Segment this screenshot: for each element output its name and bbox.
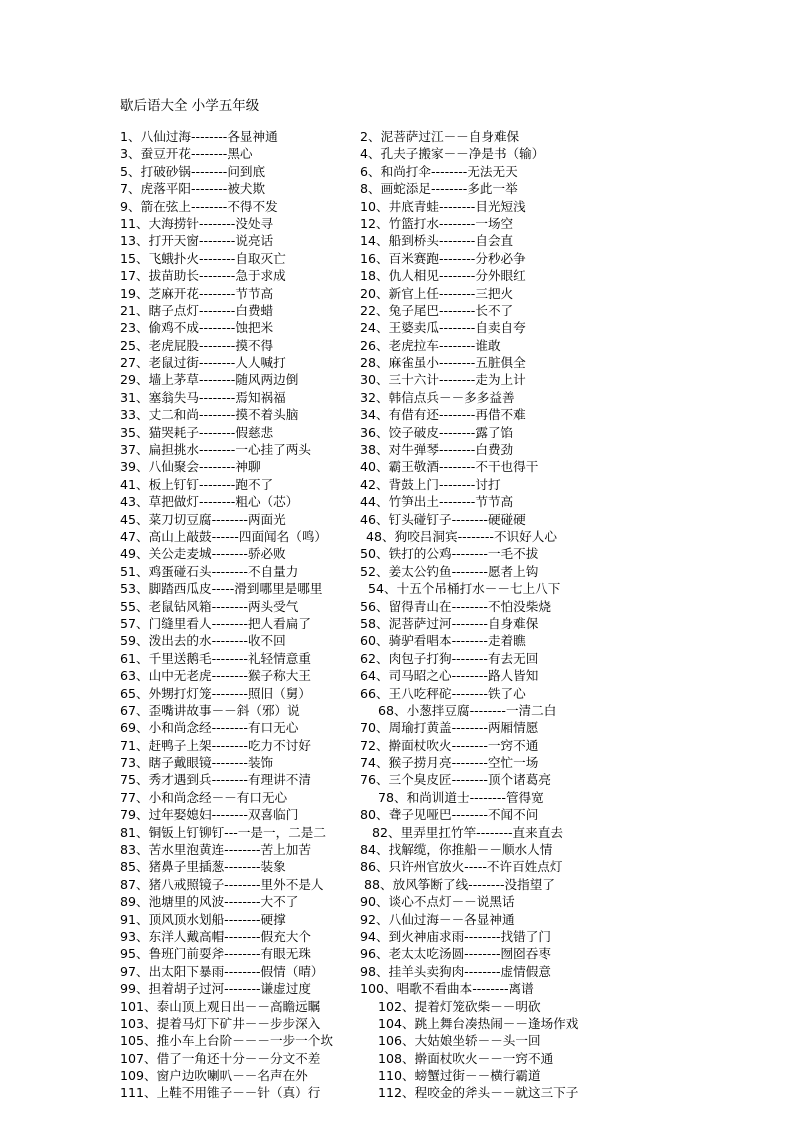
xiehouyu-entry: 37、扁担挑水--------一心挂了两头 xyxy=(120,442,311,458)
xiehouyu-entry: 43、草把做灯--------粗心（芯） xyxy=(120,494,299,510)
xiehouyu-entry: 64、司马昭之心--------路人皆知 xyxy=(360,668,539,684)
xiehouyu-entry: 106、大姑娘坐轿－－头一回 xyxy=(378,1033,541,1049)
xiehouyu-entry: 4、孔夫子搬家－－净是书（输） xyxy=(360,146,545,162)
xiehouyu-entry: 70、周瑜打黄盖--------两厢情愿 xyxy=(360,720,539,736)
xiehouyu-entry: 111、上鞋不用锥子－－针（真）行 xyxy=(120,1085,321,1101)
xiehouyu-entry: 50、铁打的公鸡--------一毛不拔 xyxy=(360,546,539,562)
xiehouyu-entry: 44、竹笋出土--------节节高 xyxy=(360,494,514,510)
xiehouyu-entry: 30、三十六计--------走为上计 xyxy=(360,372,526,388)
xiehouyu-entry: 34、有借有还--------再借不难 xyxy=(360,407,526,423)
xiehouyu-entry: 1、八仙过海--------各显神通 xyxy=(120,129,278,144)
xiehouyu-entry: 97、出太阳下暴雨--------假情（晴） xyxy=(120,963,324,979)
xiehouyu-entry: 28、麻雀虽小--------五脏俱全 xyxy=(360,355,526,371)
xiehouyu-entry: 19、芝麻开花--------节节高 xyxy=(120,285,274,301)
xiehouyu-entry: 77、小和尚念经－－有口无心 xyxy=(120,789,288,805)
xiehouyu-entry: 107、借了一角还十分－－分文不差 xyxy=(120,1050,321,1066)
xiehouyu-entry: 13、打开天窗--------说亮话 xyxy=(120,233,274,249)
xiehouyu-entry: 62、肉包子打狗--------有去无回 xyxy=(360,650,539,666)
xiehouyu-entry: 105、推小车上台阶－－－一步一个坎 xyxy=(120,1033,333,1049)
xiehouyu-entry: 94、到火神庙求雨--------找错了门 xyxy=(360,928,551,944)
xiehouyu-entry: 67、歪嘴讲故事－－斜（邪）说 xyxy=(120,702,300,718)
xiehouyu-entry: 68、小葱拌豆腐--------一清二白 xyxy=(378,702,557,718)
xiehouyu-entry: 39、八仙聚会--------神聊 xyxy=(120,459,261,475)
xiehouyu-entry: 15、飞蛾扑火--------自取灭亡 xyxy=(120,250,286,266)
xiehouyu-entry: 96、老太太吃汤圆--------囫囵吞枣 xyxy=(360,946,551,962)
xiehouyu-entry: 42、背鼓上门--------讨打 xyxy=(360,476,501,492)
xiehouyu-entry: 89、池塘里的风波--------大不了 xyxy=(120,894,299,910)
xiehouyu-entry: 7、虎落平阳--------被犬欺 xyxy=(120,181,266,197)
xiehouyu-entry: 93、东洋人戴高帽--------假充大个 xyxy=(120,928,311,944)
xiehouyu-entry: 8、画蛇添足--------多此一举 xyxy=(360,181,518,197)
xiehouyu-entry: 71、赶鸭子上架--------吃力不讨好 xyxy=(120,737,311,753)
xiehouyu-entry: 21、瞎子点灯--------白费蜡 xyxy=(120,302,274,318)
xiehouyu-entry: 51、鸡蛋碰石头--------不自量力 xyxy=(120,563,299,579)
xiehouyu-entry: 100、唱歌不看曲本--------离谱 xyxy=(360,981,534,997)
xiehouyu-entry: 17、拔苗助长--------急于求成 xyxy=(120,268,286,284)
xiehouyu-entry: 91、顶风顶水划船--------硬撑 xyxy=(120,911,286,927)
xiehouyu-entry: 18、仇人相见--------分外眼红 xyxy=(360,268,526,284)
left-column xyxy=(120,128,333,1102)
xiehouyu-entry: 31、塞翁失马--------焉知祸福 xyxy=(120,389,286,405)
xiehouyu-entry: 104、跳上舞台凑热闹－－逢场作戏 xyxy=(378,1015,579,1031)
right-column xyxy=(360,128,578,1102)
xiehouyu-entry: 10、井底青蛙--------目光短浅 xyxy=(360,198,526,214)
xiehouyu-entry: 110、螃蟹过街－－横行霸道 xyxy=(378,1068,541,1084)
xiehouyu-entry: 95、鲁班门前耍斧--------有眼无珠 xyxy=(120,946,311,962)
xiehouyu-entry: 38、对牛弹琴--------白费劲 xyxy=(360,442,514,458)
xiehouyu-entry: 25、老虎屁股--------摸不得 xyxy=(120,337,274,353)
xiehouyu-entry: 35、猫哭耗子--------假慈悲 xyxy=(120,424,274,440)
xiehouyu-entry: 61、千里送鹅毛--------礼轻情意重 xyxy=(120,650,311,666)
xiehouyu-entry: 99、担着胡子过河--------谦虚过度 xyxy=(120,981,311,997)
xiehouyu-entry: 65、外甥打灯笼--------照旧（舅） xyxy=(120,685,311,701)
xiehouyu-entry: 76、三个臭皮匠--------顶个诸葛亮 xyxy=(360,772,551,788)
xiehouyu-entry: 92、八仙过海－－各显神通 xyxy=(360,911,515,927)
xiehouyu-entry: 16、百米赛跑--------分秒必争 xyxy=(360,250,526,266)
xiehouyu-entry: 73、瞎子戴眼镜--------装饰 xyxy=(120,755,274,771)
xiehouyu-entry: 102、提着灯笼砍柴－－明砍 xyxy=(378,998,541,1014)
xiehouyu-entry: 3、蚕豆开花--------黑心 xyxy=(120,146,253,162)
xiehouyu-entry: 52、姜太公钓鱼--------愿者上钩 xyxy=(360,563,539,579)
xiehouyu-entry: 112、程咬金的斧头－－就这三下子 xyxy=(378,1085,579,1101)
xiehouyu-entry: 75、秀才遇到兵--------有理讲不清 xyxy=(120,772,311,788)
xiehouyu-entry: 40、霸王敬酒--------不干也得干 xyxy=(360,459,539,475)
xiehouyu-entry: 54、十五个吊桶打水－－七上八下 xyxy=(368,581,561,597)
xiehouyu-entry: 109、窗户边吹喇叭－－名声在外 xyxy=(120,1068,308,1084)
xiehouyu-entry: 5、打破砂锅--------问到底 xyxy=(120,163,266,179)
xiehouyu-entry: 66、王八吃秤砣--------铁了心 xyxy=(360,685,526,701)
xiehouyu-entry: 55、老鼠钻风箱--------两头受气 xyxy=(120,598,299,614)
xiehouyu-entry: 84、找解缆，你推船－－顺水人情 xyxy=(360,842,553,858)
xiehouyu-entry: 56、留得青山在--------不怕没柴烧 xyxy=(360,598,551,614)
xiehouyu-entry: 2、泥菩萨过江－－自身难保 xyxy=(360,129,520,144)
xiehouyu-entry: 53、脚踏西瓜皮-----滑到哪里是哪里 xyxy=(120,581,323,597)
xiehouyu-entry: 108、擀面杖吹火－－一窍不通 xyxy=(378,1050,554,1066)
xiehouyu-entry: 29、墙上茅草--------随风两边倒 xyxy=(120,372,299,388)
xiehouyu-entry: 20、新官上任--------三把火 xyxy=(360,285,514,301)
xiehouyu-entry: 45、菜刀切豆腐--------两面光 xyxy=(120,511,286,527)
xiehouyu-entry: 85、猪鼻子里插葱--------装象 xyxy=(120,859,286,875)
xiehouyu-entry: 69、小和尚念经--------有口无心 xyxy=(120,720,299,736)
xiehouyu-entry: 60、骑驴看唱本--------走着瞧 xyxy=(360,633,526,649)
xiehouyu-entry: 6、和尚打伞--------无法无天 xyxy=(360,163,518,179)
xiehouyu-entry: 49、关公走麦城--------骄必败 xyxy=(120,546,286,562)
xiehouyu-entry: 46、钉头碰钉子--------硬碰硬 xyxy=(360,511,526,527)
xiehouyu-entry: 81、铜钣上钉铆钉---一是一，二是二 xyxy=(120,824,326,840)
page-title: 歇后语大全 小学五年级 xyxy=(120,98,260,114)
xiehouyu-entry: 26、老虎拉车--------谁敢 xyxy=(360,337,501,353)
xiehouyu-entry: 79、过年娶媳妇--------双喜临门 xyxy=(120,807,299,823)
xiehouyu-entry: 86、只许州官放火-----不许百姓点灯 xyxy=(360,859,563,875)
xiehouyu-entry: 82、里弄里扛竹竿--------直来直去 xyxy=(372,824,563,840)
xiehouyu-entry: 63、山中无老虎--------猴子称大王 xyxy=(120,668,311,684)
xiehouyu-entry: 83、苦水里泡黄连--------苦上加苦 xyxy=(120,842,311,858)
xiehouyu-entry: 9、箭在弦上--------不得不发 xyxy=(120,198,278,214)
xiehouyu-entry: 57、门缝里看人--------把人看扁了 xyxy=(120,615,311,631)
xiehouyu-entry: 90、谈心不点灯－－说黑话 xyxy=(360,894,515,910)
xiehouyu-entry: 14、船到桥头--------自会直 xyxy=(360,233,514,249)
xiehouyu-entry: 74、猴子捞月亮--------空忙一场 xyxy=(360,755,539,771)
xiehouyu-entry: 103、提着马灯下矿井－－步步深入 xyxy=(120,1015,321,1031)
xiehouyu-entry: 22、兔子尾巴--------长不了 xyxy=(360,302,514,318)
xiehouyu-entry: 101、泰山顶上观日出－－高瞻远瞩 xyxy=(120,998,321,1014)
xiehouyu-entry: 27、老鼠过街--------人人喊打 xyxy=(120,355,286,371)
xiehouyu-entry: 24、王婆卖瓜--------自卖自夸 xyxy=(360,320,526,336)
xiehouyu-entry: 11、大海捞针--------没处寻 xyxy=(120,215,274,231)
xiehouyu-entry: 87、猪八戒照镜子--------里外不是人 xyxy=(120,876,324,892)
xiehouyu-entry: 12、竹篮打水--------一场空 xyxy=(360,215,514,231)
xiehouyu-entry: 98、挂羊头卖狗肉--------虚情假意 xyxy=(360,963,551,979)
xiehouyu-entry: 59、泼出去的水--------收不回 xyxy=(120,633,286,649)
xiehouyu-entry: 72、擀面杖吹火--------一窍不通 xyxy=(360,737,539,753)
xiehouyu-entry: 48、狗咬吕洞宾--------不识好人心 xyxy=(366,528,557,544)
xiehouyu-entry: 47、高山上敲鼓------四面闻名（鸣） xyxy=(120,528,328,544)
xiehouyu-entry: 36、饺子破皮--------露了馅 xyxy=(360,424,514,440)
xiehouyu-entry: 88、放风筝断了线--------没指望了 xyxy=(364,876,555,892)
xiehouyu-entry: 78、和尚训道士--------管得宽 xyxy=(378,789,544,805)
xiehouyu-entry: 80、聋子见哑巴--------不闻不问 xyxy=(360,807,539,823)
xiehouyu-entry: 41、板上钉钉--------跑不了 xyxy=(120,476,274,492)
xiehouyu-entry: 23、偷鸡不成--------蚀把米 xyxy=(120,320,274,336)
xiehouyu-entry: 58、泥菩萨过河--------自身难保 xyxy=(360,615,539,631)
xiehouyu-entry: 33、丈二和尚--------摸不着头脑 xyxy=(120,407,299,423)
xiehouyu-entry: 32、韩信点兵－－多多益善 xyxy=(360,389,515,405)
